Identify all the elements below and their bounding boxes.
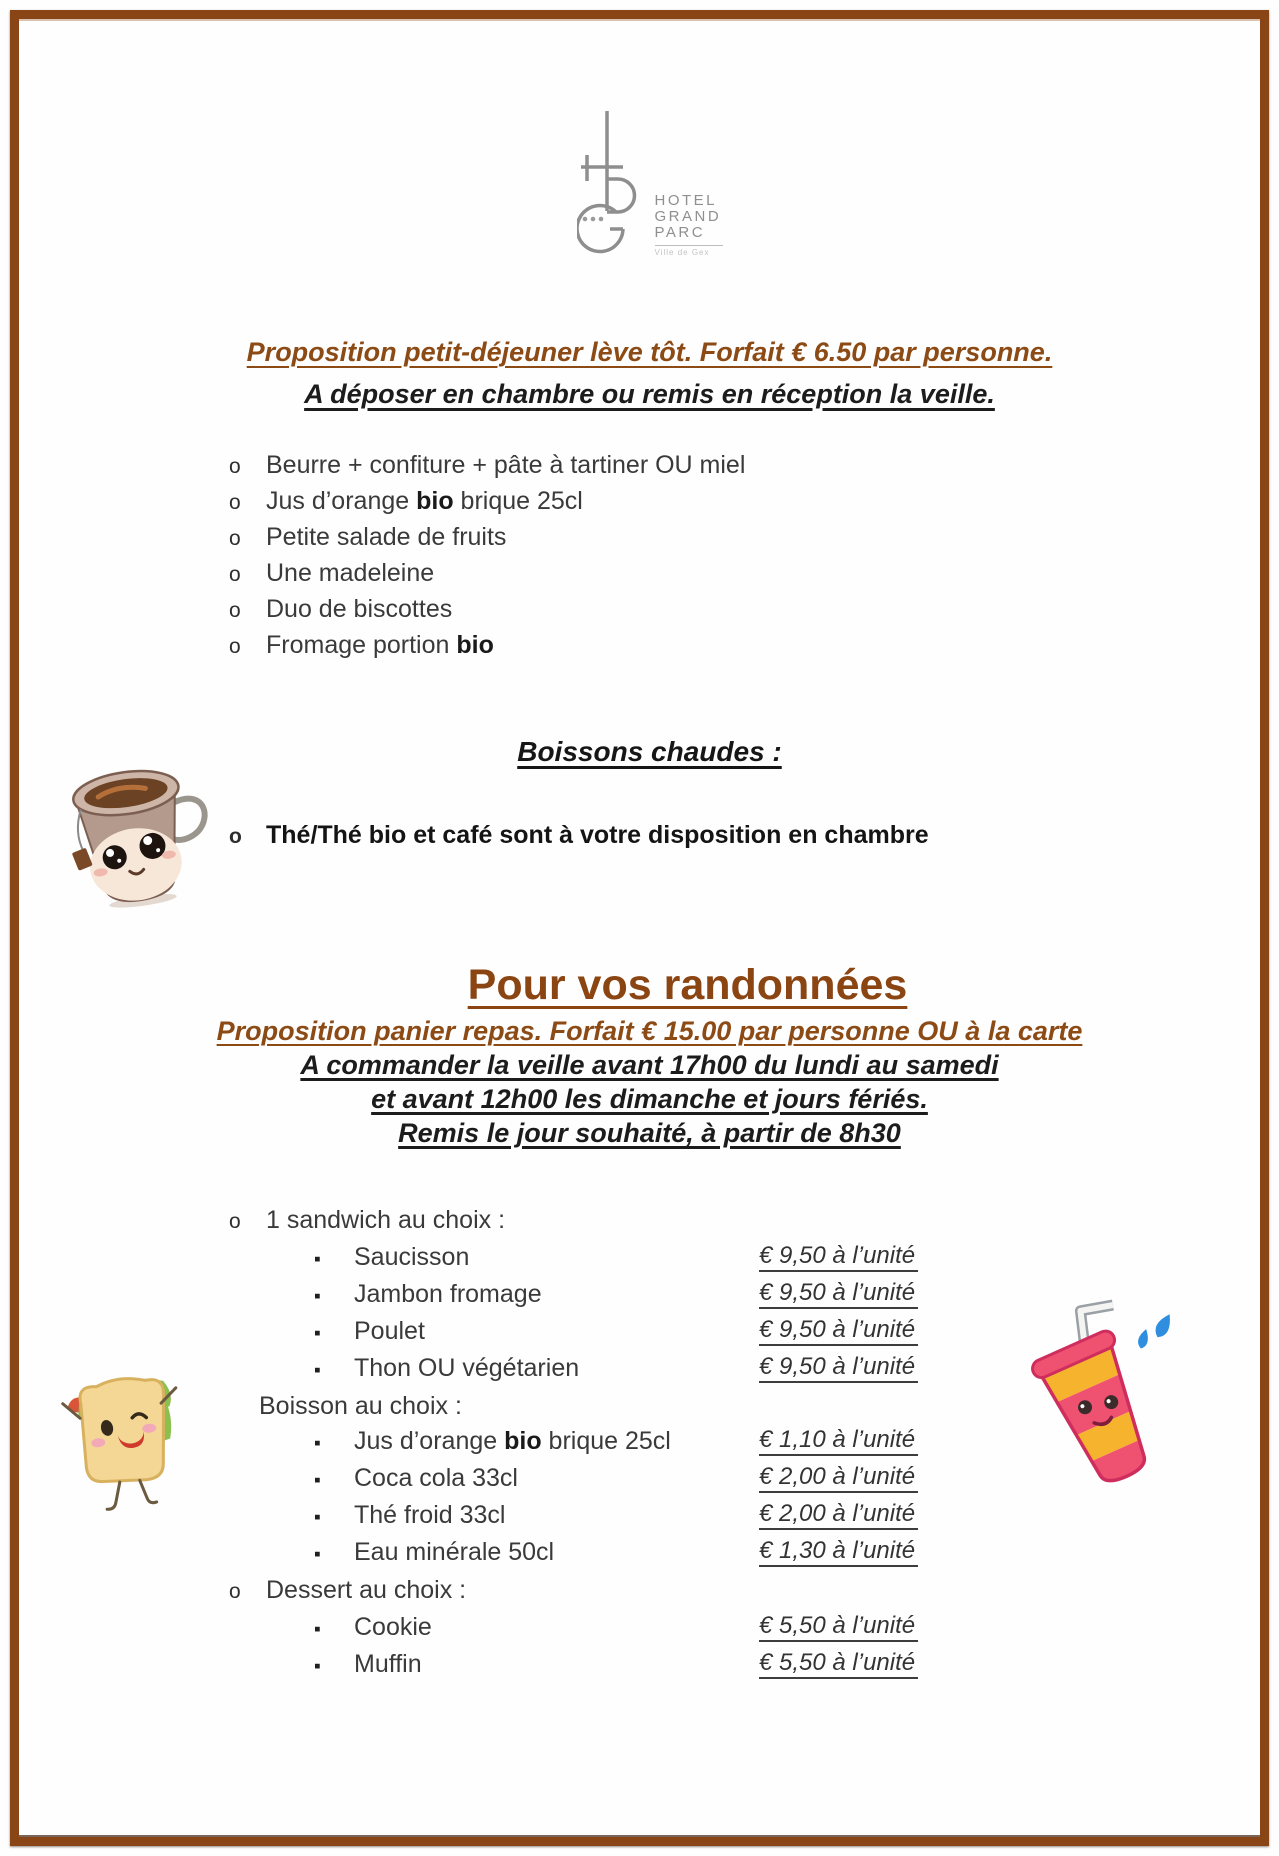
drink-header: Boisson au choix :: [259, 1392, 462, 1420]
square-bullet-icon: ▪: [314, 1360, 321, 1381]
circle-bullet-icon: o: [229, 563, 241, 586]
list-item: ▪ Eau minérale 50cl € 1,30 à l’unité: [29, 1535, 1250, 1572]
hpg-monogram-icon: [577, 107, 647, 257]
square-bullet-icon: ▪: [314, 1619, 321, 1640]
logo-tagline: Ville de Gex: [654, 248, 710, 257]
circle-bullet-icon: o: [229, 825, 242, 848]
price-label: € 9,50 à l’unité: [759, 1315, 918, 1346]
logo-word-grand: GRAND: [654, 208, 722, 225]
picnic-heading: Pour vos randonnées: [467, 961, 908, 1009]
circle-bullet-icon: o: [229, 635, 241, 658]
picnic-note-2: et avant 12h00 les dimanche et jours fériés.: [371, 1084, 928, 1114]
sandwich-header: o 1 sandwich au choix :: [29, 1202, 1250, 1240]
list-item: ▪ Coca cola 33cl € 2,00 à l’unité: [29, 1461, 1250, 1498]
circle-bullet-icon: o: [229, 455, 241, 478]
logo-word-parc: PARC: [654, 224, 706, 241]
price-label: € 2,00 à l’unité: [759, 1499, 918, 1530]
hot-drinks-heading: Boissons chaudes :: [517, 736, 782, 767]
list-item: o Duo de biscottes: [29, 592, 1250, 628]
circle-bullet-icon: o: [229, 527, 241, 550]
price-label: € 5,50 à l’unité: [759, 1648, 918, 1679]
coffee-cup-illustration: [50, 736, 222, 908]
price-label: € 2,00 à l’unité: [759, 1462, 918, 1493]
sandwich-illustration: [58, 1368, 203, 1520]
list-item: ▪ Poulet € 9,50 à l’unité: [29, 1314, 1250, 1351]
hotel-logo: [29, 107, 1250, 262]
list-item: ▪ Thé froid 33cl € 2,00 à l’unité: [29, 1498, 1250, 1535]
list-item: ▪ Thon OU végétarien € 9,50 à l’unité: [29, 1351, 1250, 1388]
breakfast-list: [29, 448, 1250, 664]
drink-cup-illustration: [1005, 1295, 1185, 1505]
square-bullet-icon: ▪: [314, 1544, 321, 1565]
square-bullet-icon: ▪: [314, 1286, 321, 1307]
list-item: o Beurre + confiture + pâte à tartiner OU miel: [29, 448, 1250, 484]
list-item: ▪ Jus d’orange bio brique 25cl € 1,10 à l’unité: [29, 1424, 1250, 1461]
circle-bullet-icon: o: [229, 599, 241, 622]
list-item: ▪ Muffin € 5,50 à l’unité: [29, 1647, 1250, 1684]
square-bullet-icon: ▪: [314, 1433, 321, 1454]
circle-bullet-icon: o: [229, 1580, 241, 1603]
dessert-header: o Dessert au choix :: [29, 1572, 1250, 1610]
logo-divider: [655, 245, 723, 246]
list-item: ▪ Cookie € 5,50 à l’unité: [29, 1610, 1250, 1647]
circle-bullet-icon: o: [229, 1210, 241, 1233]
square-bullet-icon: ▪: [314, 1323, 321, 1344]
square-bullet-icon: ▪: [314, 1507, 321, 1528]
square-bullet-icon: ▪: [314, 1470, 321, 1491]
price-label: € 5,50 à l’unité: [759, 1611, 918, 1642]
list-item: o Fromage portion bio: [29, 628, 1250, 664]
breakfast-title: Proposition petit-déjeuner lève tôt. Forfait € 6.50 par personne.: [246, 337, 1053, 367]
list-item: o Jus d’orange bio brique 25cl: [29, 484, 1250, 520]
price-label: € 1,30 à l’unité: [759, 1536, 918, 1567]
list-item: o Petite salade de fruits: [29, 520, 1250, 556]
price-label: € 9,50 à l’unité: [759, 1241, 918, 1272]
circle-bullet-icon: o: [229, 491, 241, 514]
logo-word-hotel: HOTEL: [654, 192, 718, 209]
list-item: ▪ Jambon fromage € 9,50 à l’unité: [29, 1277, 1250, 1314]
price-label: € 1,10 à l’unité: [759, 1425, 918, 1456]
breakfast-subtitle: A déposer en chambre ou remis en réception la veille.: [304, 379, 995, 409]
price-label: € 9,50 à l’unité: [759, 1278, 918, 1309]
hot-drinks-item: o Thé/Thé bio et café sont à votre disposition en chambre: [29, 818, 1250, 854]
picnic-intro: Proposition panier repas. Forfait € 15.00 par personne OU à la carte: [216, 1016, 1083, 1046]
price-label: € 9,50 à l’unité: [759, 1352, 918, 1383]
square-bullet-icon: ▪: [314, 1249, 321, 1270]
picnic-note-3: Remis le jour souhaité, à partir de 8h30: [398, 1118, 901, 1148]
list-item: ▪ Saucisson € 9,50 à l’unité: [29, 1240, 1250, 1277]
picnic-note-1: A commander la veille avant 17h00 du lundi au samedi: [300, 1050, 999, 1080]
square-bullet-icon: ▪: [314, 1656, 321, 1677]
list-item: o Une madeleine: [29, 556, 1250, 592]
